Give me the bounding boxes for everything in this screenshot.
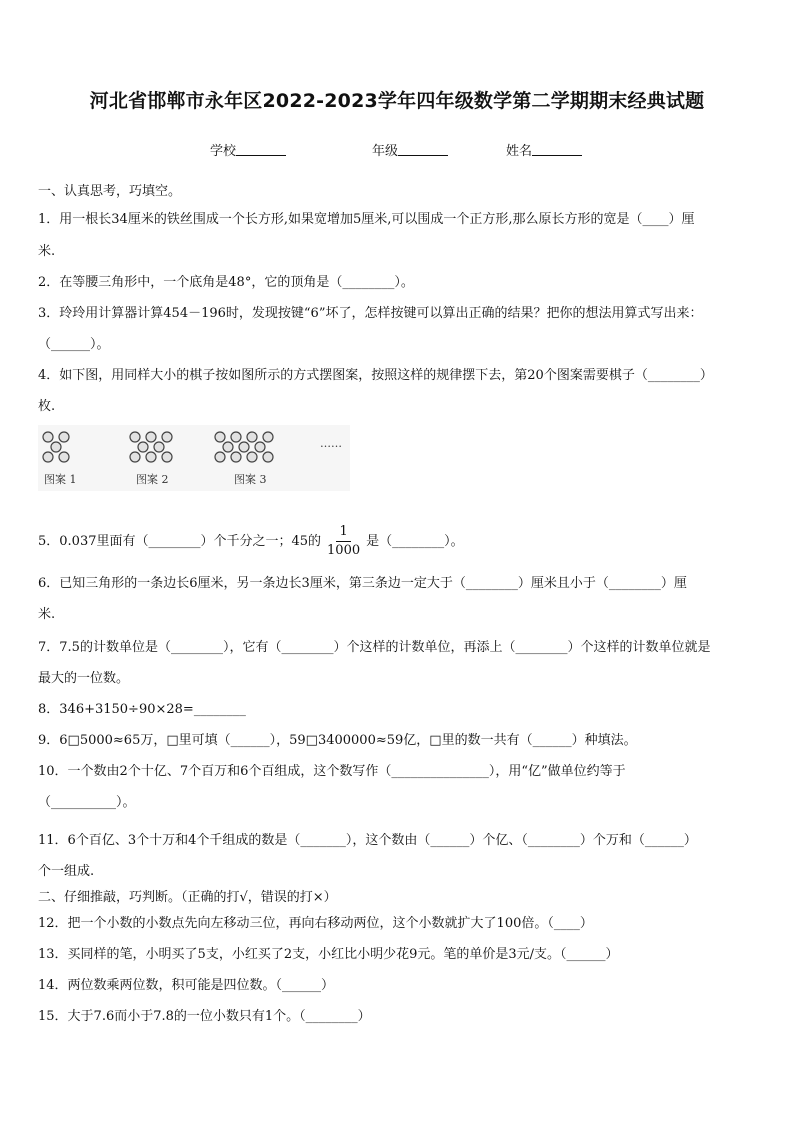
school-label: 学校 [210, 144, 237, 159]
question-9: 9．6□5000≈65万，□里可填（______），59□3400000≈59亿，□里的数一共有（______）种填法。 [38, 733, 637, 748]
question-11-cont: 个一组成. [38, 864, 95, 879]
fraction-one-thousandth [327, 523, 360, 560]
chess-piece [215, 432, 225, 442]
chess-piece [162, 432, 172, 442]
chess-piece [215, 452, 225, 462]
chess-piece [154, 442, 164, 452]
pattern-3-label: 图案 3 [234, 473, 267, 486]
name-blank [532, 143, 582, 156]
question-5-text-end: 是（________）。 [366, 534, 464, 549]
question-7: 7．7.5的计数单位是（________），它有（________）个这样的计数单位，再添上（________）个这样的计数单位就是 [38, 640, 711, 655]
pattern-2-label: 图案 2 [136, 473, 169, 486]
question-2: 2．在等腰三角形中，一个底角是48°，它的顶角是（________）。 [38, 275, 414, 290]
chess-piece [231, 452, 241, 462]
question-13: 13．买同样的笔，小明买了5支，小红买了2支，小红比小明少花9元。笔的单价是3元/支。（______） [38, 947, 619, 962]
pattern-ellipsis: …… [320, 437, 342, 450]
question-4-cont: 枚. [38, 399, 56, 414]
pattern-figure [38, 425, 350, 491]
chess-piece [130, 432, 140, 442]
question-4: 4．如下图，用同样大小的棋子按如图所示的方式摆图案，按照这样的规律摆下去，第20个图案需要棋子（________） [38, 368, 713, 383]
question-10: 10．一个数由2个十亿、7个百万和6个百组成，这个数写作（_______________），用“亿”做单位约等于 [38, 764, 626, 779]
chess-piece [59, 452, 69, 462]
question-7-cont: 最大的一位数。 [38, 671, 130, 686]
chess-piece [130, 452, 140, 462]
question-5-text: 5．0.037里面有（________）个千分之一；45的 [38, 534, 322, 549]
school-blank [236, 143, 286, 156]
page-title: 河北省邯郸市永年区2022-2023学年四年级数学第二学期期末经典试题 [89, 90, 705, 112]
grade-field [372, 140, 448, 159]
chess-piece [247, 452, 257, 462]
question-15: 15．大于7.6而小于7.8的一位小数只有1个。（________） [38, 1009, 371, 1024]
grade-blank [398, 143, 448, 156]
question-3-cont: （______）。 [38, 337, 110, 352]
chess-piece [43, 432, 53, 442]
chess-piece [146, 432, 156, 442]
question-10-cont: （__________）。 [38, 795, 136, 810]
question-6: 6．已知三角形的一条边长6厘米，另一条边长3厘米，第三条边一定大于（________）厘米且小于（________）厘 [38, 576, 687, 591]
question-3: 3．玲玲用计算器计算454－196时，发现按键“6”坏了，怎样按键可以算出正确的结果？把你的想法用算式写出来： [38, 306, 703, 321]
chess-piece [43, 452, 53, 462]
chess-piece [255, 442, 265, 452]
question-8: 8．346+3150÷90×28=________ [38, 702, 246, 717]
section-2-heading: 二、仔细推敲，巧判断。（正确的打√，错误的打×） [38, 890, 337, 905]
question-14: 14．两位数乘两位数，积可能是四位数。（______） [38, 978, 335, 993]
chess-piece [51, 442, 61, 452]
grade-label: 年级 [372, 144, 399, 159]
fraction-numerator: 1 [336, 523, 350, 542]
question-6-cont: 米. [38, 607, 56, 622]
chess-piece [263, 432, 273, 442]
chess-piece [146, 452, 156, 462]
school-field [210, 140, 286, 159]
name-field [506, 140, 582, 159]
name-label: 姓名 [506, 144, 533, 159]
chess-piece [59, 432, 69, 442]
chess-piece [162, 452, 172, 462]
question-1: 1．用一根长34厘米的铁丝围成一个长方形,如果宽增加5厘米,可以围成一个正方形,那么原长方形的宽是（____）厘 [38, 212, 695, 227]
fraction-denominator: 1000 [327, 543, 361, 558]
chess-piece [247, 432, 257, 442]
chess-piece [263, 452, 273, 462]
pattern-1-label: 图案 1 [44, 473, 77, 486]
chess-piece [239, 442, 249, 452]
chess-piece [231, 432, 241, 442]
question-11: 11．6个百亿、3个十万和4个千组成的数是（_______），这个数由（______）个亿、（________）个万和（______） [38, 833, 697, 848]
section-1-heading: 一、认真思考，巧填空。 [38, 184, 182, 199]
question-1-cont: 米. [38, 244, 56, 259]
chess-piece [223, 442, 233, 452]
question-5 [38, 523, 758, 560]
chess-piece [138, 442, 148, 452]
question-12: 12．把一个小数的小数点先向左移动三位，再向右移动两位，这个小数就扩大了100倍。（____） [38, 916, 593, 931]
